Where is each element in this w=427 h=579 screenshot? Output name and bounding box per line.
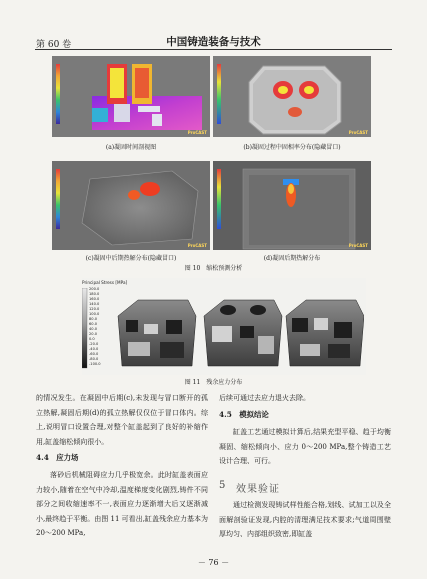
hot-spot-late-image bbox=[213, 161, 371, 250]
section-heading-4-4: 4.4 应力场 bbox=[36, 453, 79, 462]
residual-stress-renders bbox=[114, 296, 364, 374]
procast-watermark: ProCAST bbox=[187, 130, 207, 135]
legend-tick: 120.0 bbox=[89, 307, 100, 311]
fig11-panel bbox=[82, 278, 366, 375]
left-paragraph-2: 落砂后机械阻碍应力几乎极宽余。此时缸盖表面应力较小,随着在空气中冷却,温度梯度变化剧烈,铸件不同部分之间收缩速率不一,表面应力逐渐增大后又逐渐减小,最终趋于平衡。由图 11 可看出,缸盖残余应力基本为 20～200 MPa, bbox=[36, 471, 208, 537]
figure11-title: 图 11 残余应力分布 bbox=[184, 379, 243, 386]
fig10-caption-a: (a)凝固时间剖视图 bbox=[105, 144, 157, 151]
legend-tick: -40.0 bbox=[89, 347, 99, 351]
figure10-title: 图 10 缩松预测分析 bbox=[184, 265, 243, 272]
legend-tick: 0.0 bbox=[89, 337, 95, 341]
fig10-caption-b: (b)凝固过程中固相率分布(隐藏冒口) bbox=[243, 144, 341, 151]
fig10-panel-a bbox=[52, 56, 210, 137]
legend-tick: 20.0 bbox=[89, 332, 98, 336]
solid-fraction-image bbox=[213, 56, 371, 137]
journal-title: 中国铸造装备与技术 bbox=[166, 36, 261, 48]
page-number: － 76 － bbox=[197, 558, 230, 567]
section-5-title: 效果验证 bbox=[236, 484, 280, 495]
right-paragraph-3: 通过检测发现铸试样性能合格,划线、试加工以及全面解剖验证发现,内腔的清理满足技术要求;气道周围壁厚均匀、内部组织致密,即缸盖 bbox=[219, 501, 391, 538]
legend-tick: 80.0 bbox=[89, 317, 98, 321]
legend-tick: 180.0 bbox=[89, 292, 100, 296]
fig10-caption-c: (c)凝固中后期热解分布(隐藏冒口) bbox=[85, 255, 177, 262]
hot-spot-mid-image bbox=[52, 161, 210, 250]
legend-tick: -20.0 bbox=[89, 342, 99, 346]
stress-render-2 bbox=[204, 300, 282, 366]
stress-legend-title: Principal Stress [MPa] bbox=[82, 280, 128, 285]
legend-tick: 140.0 bbox=[89, 302, 100, 306]
legend-tick: -60.0 bbox=[89, 352, 99, 356]
legend-tick: 40.0 bbox=[89, 327, 98, 331]
legend-tick: -100.0 bbox=[89, 362, 101, 366]
header-rule bbox=[35, 49, 392, 50]
right-paragraph-2: 缸盖工艺通过模拟计算后,结果充型平稳、趋于均衡凝固、缩松倾向小、应力 0～200 MPa,整个铸造工艺设计合理、可行。 bbox=[219, 428, 391, 465]
legend-tick: 60.0 bbox=[89, 322, 98, 326]
stress-render-1 bbox=[118, 300, 196, 366]
solidification-time-section-image bbox=[52, 56, 210, 137]
procast-watermark: ProCAST bbox=[348, 130, 368, 135]
legend-tick: 160.0 bbox=[89, 297, 100, 301]
procast-watermark: ProCAST bbox=[187, 243, 207, 248]
legend-tick: 100.0 bbox=[89, 312, 100, 316]
legend-tick: 200.0 bbox=[89, 287, 100, 291]
left-paragraph-1: 的情况发生。在凝固中后期(c),未发现与冒口断开的孤立热解,凝固后期(d)的孤立热解仅仅位于冒口体内。综上,说明冒口设置合理,对整个缸盖起到了良好的补缩作用,缸盖缩松倾向很小。 bbox=[36, 394, 208, 446]
fig10-panel-d bbox=[213, 161, 371, 250]
section-heading-4-5: 4.5 模拟结论 bbox=[219, 410, 269, 419]
section-5-number: 5 bbox=[219, 480, 227, 491]
legend-tick: -80.0 bbox=[89, 357, 99, 361]
journal-volume: 第 60 卷 bbox=[36, 40, 72, 50]
right-paragraph-1: 后续可通过去应力退火去除。 bbox=[219, 394, 310, 402]
procast-watermark: ProCAST bbox=[348, 243, 368, 248]
stress-render-3 bbox=[286, 300, 364, 366]
fig10-panel-c bbox=[52, 161, 210, 250]
fig10-caption-d: (d)凝固后期热解分布 bbox=[263, 255, 321, 262]
fig10-panel-b bbox=[213, 56, 371, 137]
